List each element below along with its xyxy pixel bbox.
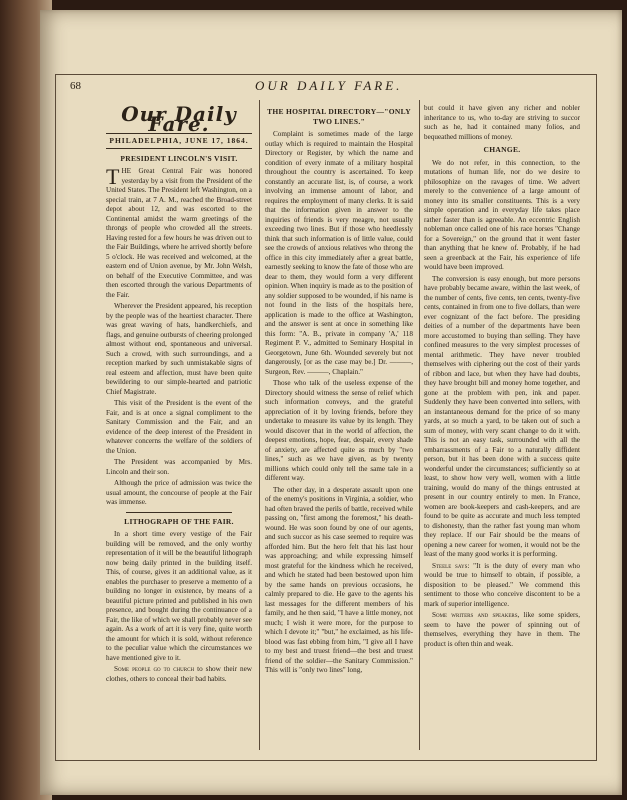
article-paragraph: Although the price of admission was twice the usual amount, the concourse of people at the Fair was immense. (106, 479, 252, 506)
lead-in: Some people go to church (114, 665, 195, 673)
article-heading: THE HOSPITAL DIRECTORY—"ONLY TWO LINES." (267, 107, 411, 126)
column-rule (259, 100, 260, 750)
article-paragraph: In a short time every vestige of the Fair building will be removed, and the only worthy representation of it will be the beautiful lithograph now being daily printed in the building itself. This, of course, gives it an additional value, as it enables the purchaser to preserve a memento of a building no longer in existence, by means of a beautiful picture printed and published in his own presence, and bought during the continuance of a Fair, the like of which we shall probably never see again. As a work of art it is very fine, quite worth the amount for which it is sold, without reference to the peculiar value which the circumstances we have mentioned give to it. (106, 530, 252, 662)
article-paragraph (424, 611, 580, 649)
article-paragraph (424, 562, 580, 610)
article-heading: CHANGE. (483, 145, 521, 154)
article-paragraph: The other day, in a desperate assault upon one of the enemy's positions in Virginia, a soldier, who had often braved the perils of battle, received while passing on, "first among the foremost," his death-wound. He was soon found by one of our agents, and such succor as his case seemed to require was afforded him. But the hero felt that his last hour was approaching; and while expressing himself most grateful for the kindness which he received, and which he stated had been bestowed upon him by the same hands on previous occasions, he calmly prepared to die. He gave to the agents his last messages for the different members of his family, and he then said, "I have a little money, not much; I wish it were more, for the purpose to which I devote it;" "but," he exclaimed, as his life-blood was fast ebbing from him, "I give all I have to my best and truest friend—the best and truest friend of the soldier—the Sanitary Commission." This will is "only two lines" long, (265, 485, 413, 674)
drop-cap: T (106, 164, 120, 189)
article-heading: LITHOGRAPH OF THE FAIR. (124, 516, 234, 526)
article-text: to show their new clothes, others to conceal their bad habits. (106, 665, 252, 683)
article-paragraph: Those who talk of the useless expense of the Directory should witness the sense of relief which such information conveys, and the grateful appreciation of it by loving friends, before they undertake to measure its value by its length. They would discover that in the world of affection, the deepest emotions, hope, fear, despair, every shade of anxiety, are affected quite as much by "two lines," such as we have given, as by twenty millions which could only tell the same tale in a different way. (265, 379, 413, 482)
article-paragraph: The President was accompanied by Mrs. Lincoln and their son. (106, 458, 252, 476)
running-title: OUR DAILY FARE. (255, 78, 403, 93)
column-left (106, 104, 252, 686)
section-divider (126, 512, 232, 513)
article-paragraph: but could it have given any richer and nobler inheritance to us, who to-day are striving to succor such as he, had it contained many folios, and bequeathed millions of money. (424, 104, 580, 141)
article-paragraph: This visit of the President is the event of the Fair, and is at once a signal compliment to the Sanitary Commission and the Fair, and an evidence of the deep interest of the President in whatever concerns the welfare of the soldiers of the Union. (106, 399, 252, 455)
masthead: Our Daily Fare. (121, 102, 237, 136)
column-middle (265, 104, 413, 678)
column-rule (419, 100, 420, 750)
lead-in: Steele says: (432, 561, 470, 570)
dateline: PHILADELPHIA, JUNE 17, 1864. (106, 133, 252, 149)
running-head (70, 80, 590, 96)
article-paragraph: We do not refer, in this connection, to the mutations of human life, nor do we desire to philosophize on the ravages of time. We advert merely to the convenience of a large amount of money into its smaller constituents. This is a very simple operation and in everyday life takes place rather faster than is agreeable. An eccentric English nobleman once called one of his race horses "Change for a Sovereign," on the ground that it went faster than anything that he knew of. Probably, if he had seen a greenback at the Fair, his experience of life would have been improved. (424, 158, 580, 271)
article-paragraph: Wherever the President appeared, his reception by the people was of the heartiest character. There was great waving of hats, handkerchiefs, and flags, and genuine outbursts of cheering prolonged almost without end, spontaneous and universal. Such a crowd, with such surroundings, and a reception marked by such unmistakable signs of real esteem and affection, must have been quite bewildering to our simple-hearted and patriotic Chief Magistrate. (106, 302, 252, 396)
article-heading: PRESIDENT LINCOLN'S VISIT. (120, 153, 238, 163)
article-text: HE Great Central Fair was honored yesterday by a visit from the President of the United States. The President left Washington, on a special train, at 7 A. M., reached the Broad-street depot about 12, and was escorted to the Continental amidst the warm greetings of the throngs of people who crowded all the streets. Having rested for a few hours he was driven out to the Fair Buildings, where he arrived shortly before 5 o'clock. He was received and welcomed, at the eastern end of Union avenue, by Mr. John Welsh, on behalf of the Executive Committee, and was then escorted through the various Departments of the Fair. (106, 167, 252, 299)
page-number: 68 (70, 80, 81, 92)
article-paragraph (106, 164, 252, 300)
article-text: "It is the duty of every man who would be true to himself to obtain, if possible, a disposition to be pleased." We commend this sentiment to those who conceive discontent to be a mark of superior intelligence. (424, 561, 580, 608)
article-paragraph (106, 665, 252, 684)
column-right (424, 104, 580, 651)
article-paragraph: Complaint is sometimes made of the large outlay which is required to maintain the Hospital Directory or Register, by which the name and condition of every inmate of a military hospital throughout the country is ascertained. To keep constantly an accurate list, is, of course, a work involving an immense amount of labor, and requires the employment of many clerks. It is said that the information given in answer to the inquiries of friends is very meagre, not usually exceeding two lines. But if those who heedlessly think that such information is of little value, could see the crowds of anxious relatives who throng the office in this city immediately after a great battle, earnestly seeking to know the fate of those who are dear to them, they would form a very different opinion. When inquiry is made as to the position of any soldier supposed to be wounded, if his name is not found in the lists of the hospitals here, application is made to the office at Washington, and the answer is sent at once in something like this form: "A. B., private in company 'A,' 118 Regiment P. V., admitted to Seminary Hospital in Georgetown, June 6th. Wounded severely but not dangerously, [or as the case may be.] Dr. ———, Surgeon, Rev. ———, Chaplain." (265, 130, 413, 376)
article-paragraph: The conversion is easy enough, but more persons have probably became aware, within the last week, of the number of cents, five cents, ten cents, twenty-five cents, contained in from one to five dollars, than were ever cognizant of the fact before. The presiding deities of a number of the departments have been more accustomed to buying than selling. They have confined measures to the very simplest processes of mental arithmetic. They have never troubled themselves with ciphering out the cost of their yards of ribbon and lace, but when they have had doubts, they have brought bill and money home together, and gone at the problem with pen, ink and paper. Suddenly they have been converted into sellers, with an instantaneous demand for the price of so many yards, at so much a yard, to be taken out of such a sum of money, with very scant change to do it with. This is not an easy task, surrounded with all the embarrassments of a Fair to a naturally diffident person, but it has been done with a success quite wonderful under the circumstances; sufficiently so at least, to show how very well, women with a little training, would do many of the things entrusted at present in our country entirely to men. In France, women are book-keepers and cash-keepers, and are found to be quite as accurate and much less tempted to dishonesty, than the rather fast young man whom they replace. If our Fair should be the means of opening a new career for women, it would not be the least of the many good works it is performing. (424, 274, 580, 558)
lead-in: Some writers and speakers, (432, 611, 520, 619)
article-text: like some spiders, seem to have the power of spinning out of themselves, everything they have in them. The product is often thin and weak. (424, 611, 581, 648)
